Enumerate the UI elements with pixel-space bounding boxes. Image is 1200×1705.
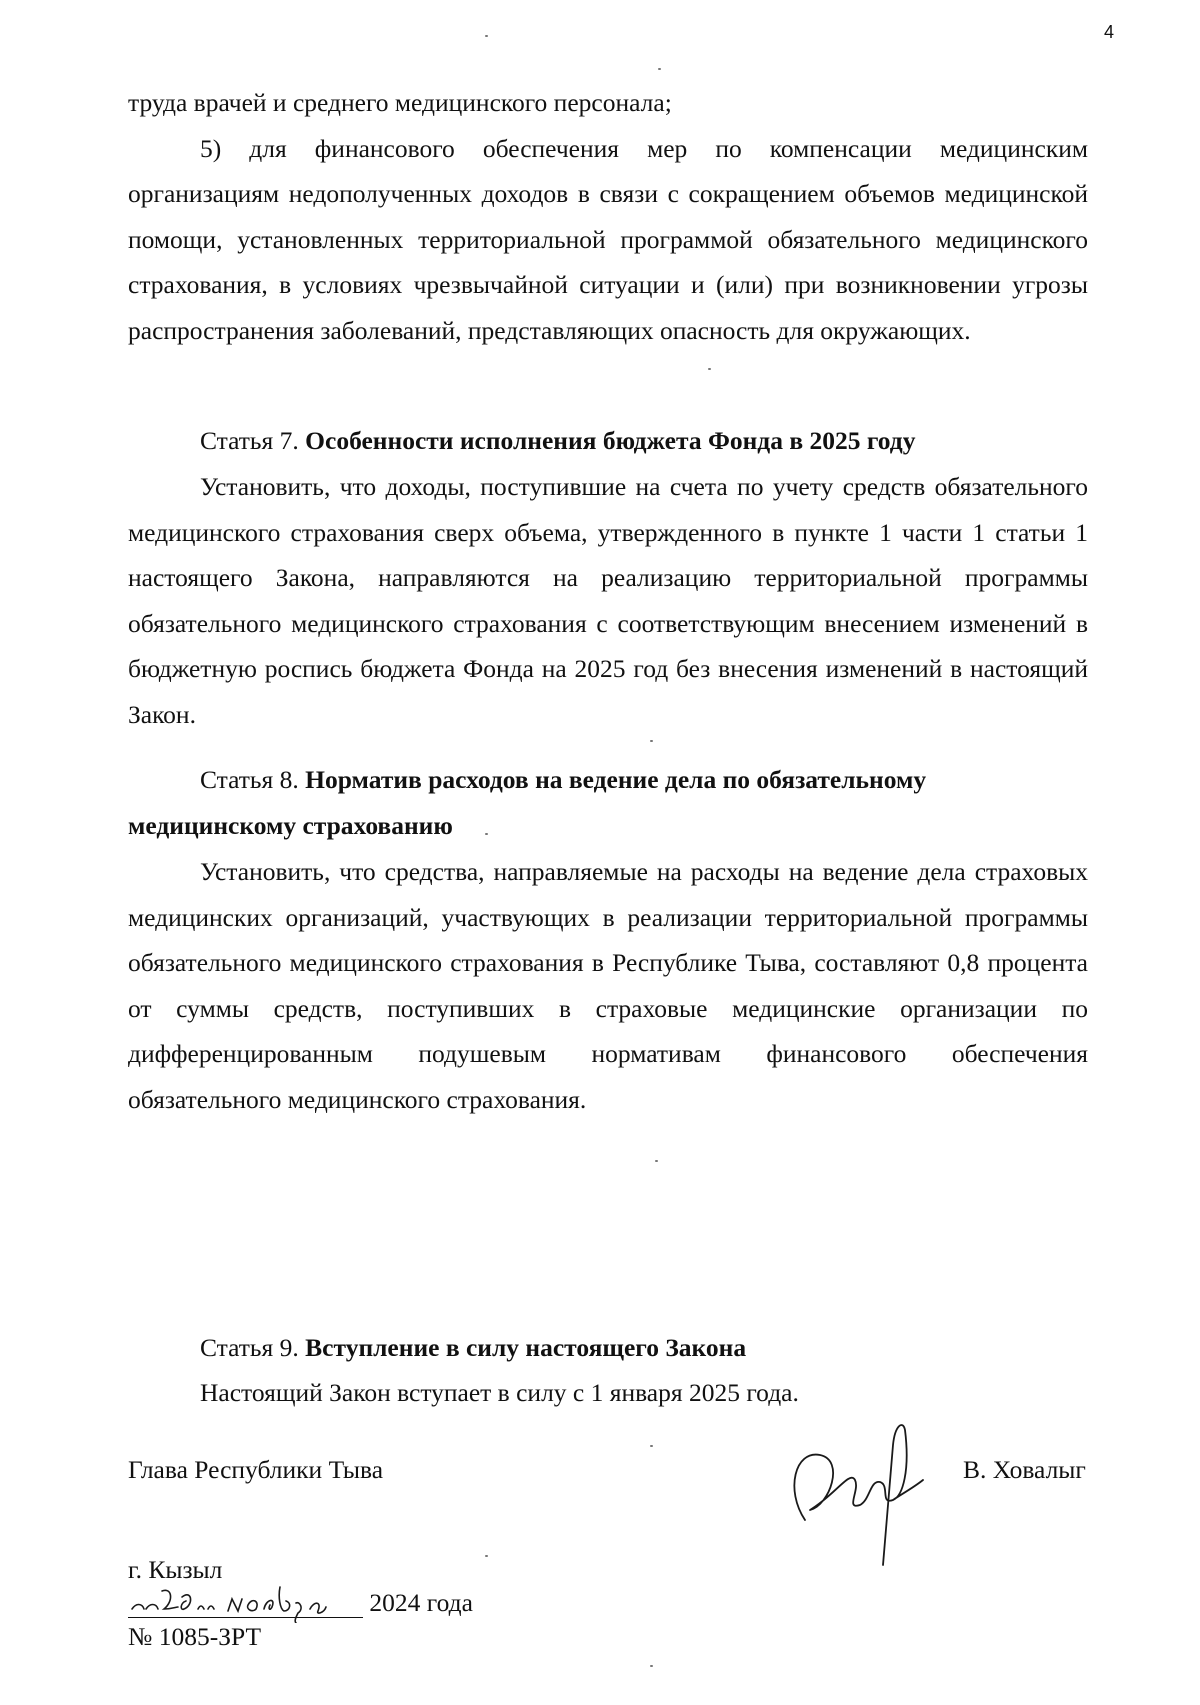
intro-block [128,80,1088,353]
article-7-title: Особенности исполнения бюджета Фонда в 2025 году [305,426,916,455]
article-8-lead: Статья 8. [200,765,306,794]
article-9-body: Настоящий Закон вступает в силу с 1 января 2025 года. [200,1378,799,1407]
article-8-title: Норматив расходов на ведение дела по обязательному медицинскому страхованию [128,765,927,840]
item-5-paragraph: 5) для финансового обеспечения мер по компенсации медицинским организациям недополученных доходов в связи с сокращением объемов медицинской помощи, установленных территориальной программой обязательного медицинского страхования, в условиях чрезвычайной ситуации и (или) при возникновении угрозы распространения заболеваний, представляющих опасность для окружающих. [128,133,1088,345]
law-number: № 1085-ЗРТ [128,1622,262,1651]
article-8-body-block [128,849,1088,1122]
handwritten-date-field [128,1591,363,1618]
date-year: 2024 года [363,1588,473,1617]
signing-date [128,1588,473,1618]
scan-speck [485,35,488,37]
scan-speck [650,1665,653,1667]
scan-speck [658,68,661,70]
scan-speck [485,1555,488,1557]
handwritten-date [128,1579,363,1623]
scan-speck [650,740,653,742]
article-8-heading [128,757,1088,848]
article-7-lead: Статья 7. [200,426,306,455]
article-7-body-block [128,464,1088,737]
article-7-heading [128,418,1088,464]
page-number: 4 [1104,22,1115,42]
handwritten-signature [775,1410,925,1570]
article-7-body: Установить, что доходы, поступившие на счета по учету средств обязательного медицинского страхования сверх объема, утвержденного в пункте 1 части 1 статьи 1 настоящего Закона, направляются на реализацию территориальной программы обязательного медицинского страхования с соответствующим внесением изменений в бюджетную роспись бюджета Фонда на 2025 год без внесения изменений в настоящий Закон. [128,472,1088,729]
article-8-body: Установить, что средства, направляемые на расходы на ведение дела страховых медицинских организаций, участвующих в реализации территориальной программы обязательного медицинского страхования в Республике Тыва, составляют 0,8 процента от суммы средств, поступивших в страховые медицинские организации по дифференцированным подушевым нормативам финансового обеспечения обязательного медицинского страхования. [128,857,1088,1114]
signatory-name: В. Ховалыг [963,1455,1086,1484]
article-9-body-block [128,1370,1088,1416]
scan-speck [708,368,711,370]
scan-speck [655,1160,658,1162]
signatory-position: Глава Республики Тыва [128,1455,384,1484]
intro-line: труда врачей и среднего медицинского персонала; [128,88,672,117]
scan-speck [485,833,488,835]
scan-speck [650,1445,653,1447]
article-9-heading [128,1325,1088,1371]
place-of-signing: г. Кызыл [128,1555,223,1584]
article-9-title: Вступление в силу настоящего Закона [305,1333,747,1362]
article-9-lead: Статья 9. [200,1333,306,1362]
